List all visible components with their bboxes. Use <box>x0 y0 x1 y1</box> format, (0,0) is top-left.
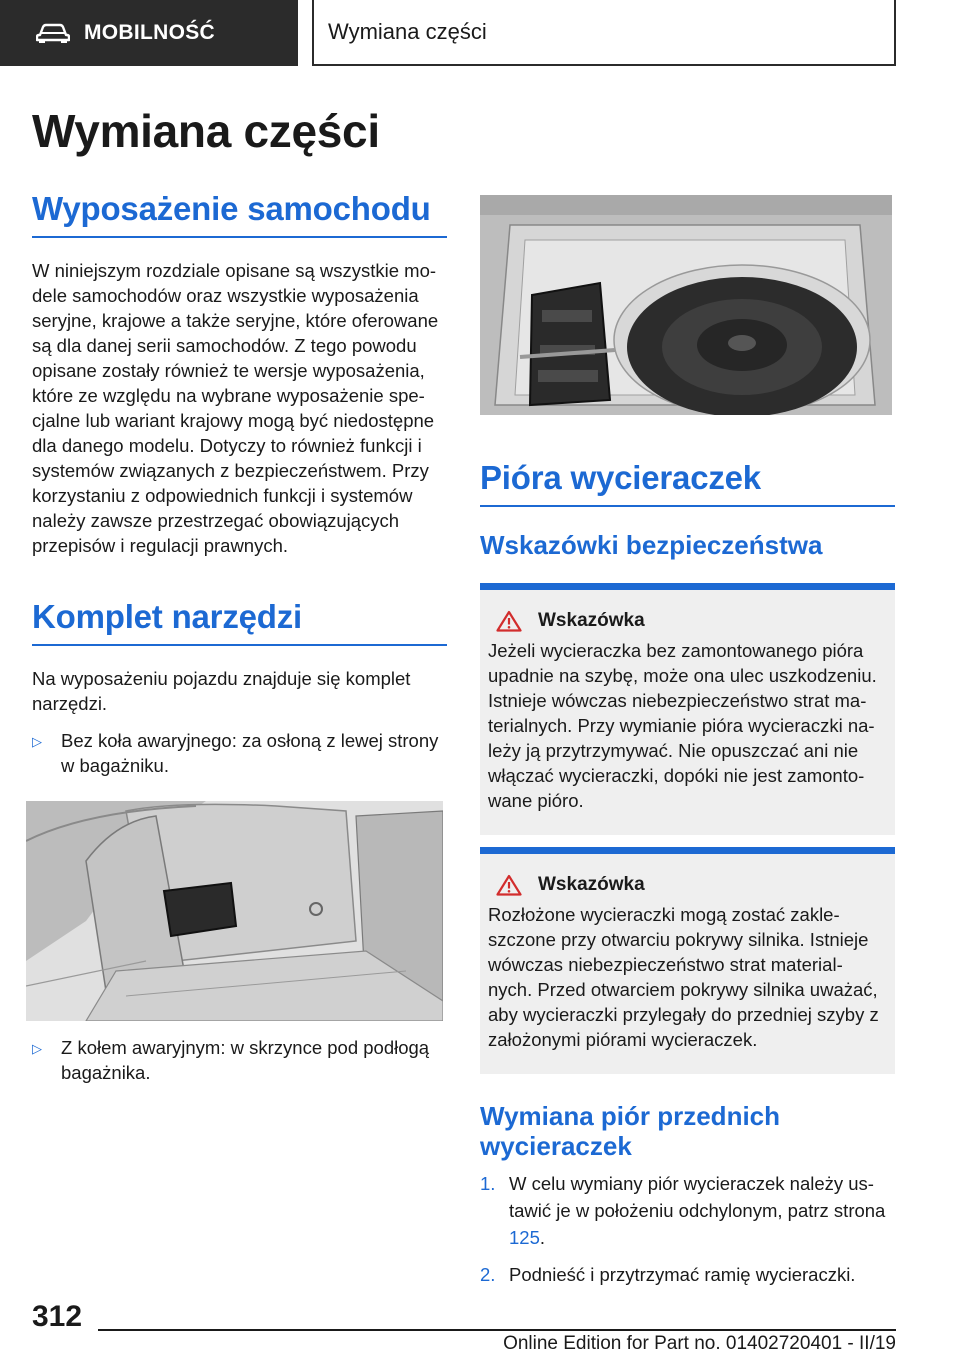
list-item <box>32 728 447 778</box>
car-icon <box>36 22 70 44</box>
bullet-text: Bez koła awaryjnego: za osłoną z lewej strony w bagażniku. <box>61 730 439 776</box>
step-text: Podnieść i przytrzymać ramię wycieraczki. <box>509 1263 856 1285</box>
subsection-title-safety: Wskazówki bezpieczeństwa <box>480 530 823 560</box>
warning-triangle-icon <box>496 610 522 632</box>
warning-text: Rozłożone wycieraczki mogą zostać zakle-szczone przy otwarciu pokrywy silnika. Istnieje wówczas niebezpieczeństwo strat material-nych. Przed otwarciem pokrywy silnika uważać, aby wycieraczki przylegały do przedniej szyby z założonymi piórami wycieraczek. <box>488 903 879 1050</box>
page-title: Wymiana części <box>32 105 380 157</box>
list-item <box>480 1170 895 1251</box>
warning-box <box>480 847 895 1074</box>
step-number: 2. <box>480 1263 496 1285</box>
bullet-text: Z kołem awaryjnym: w skrzynce pod podłogą bagażnika. <box>61 1037 430 1083</box>
step-text: W celu wymiany piór wycieraczek należy us-tawić je w położeniu odchylonym, patrz strona 125. <box>509 1172 886 1248</box>
triangle-bullet-icon: ▷ <box>32 734 42 749</box>
page-number: 312 <box>32 1300 83 1333</box>
triangle-bullet-icon: ▷ <box>32 1041 42 1056</box>
section-title-wipers: Pióra wycieraczek <box>480 459 895 507</box>
warning-label: Wskazówka <box>538 609 645 631</box>
left-column <box>32 190 447 1085</box>
warning-label: Wskazówka <box>538 873 645 895</box>
list-item <box>480 1261 895 1288</box>
step-number: 1. <box>480 1172 496 1194</box>
toolkit-paragraph: Na wyposażeniu pojazdu znajduje się komplet narzędzi. <box>32 668 411 714</box>
trunk-side-panel-photo <box>26 801 443 1021</box>
warning-text: Jeżeli wycieraczka bez zamontowanego pióra upadnie na szybę, może ona ulec uszkodzeniu. Istnieje wówczas niebezpieczeństwo strat ma-terialnych. Przy wymianie pióra wycieraczki na-leży ją przytrzymywać. Nie opuszczać ani nie włączać wycieraczki, dopóki nie jest zamonto-wane pióro. <box>488 639 877 811</box>
edition-text: Online Edition for Part no. 01402720401 - II/19 <box>503 1333 896 1354</box>
warning-box <box>480 583 895 835</box>
right-column <box>480 195 895 1288</box>
list-item <box>32 1035 447 1085</box>
subsection-title-replace-front: Wymiana piór przednich wycieraczek <box>480 1100 781 1161</box>
chapter-tab <box>312 0 896 66</box>
page-reference-link[interactable]: 125 <box>509 1226 540 1248</box>
spare-wheel-compartment-photo <box>480 195 892 415</box>
footer-divider <box>98 1329 896 1331</box>
chapter-label: Wymiana części <box>328 19 487 44</box>
section-title-toolkit: Komplet narzędzi <box>32 598 447 646</box>
section-title-equipment: Wyposażenie samochodu <box>32 190 447 238</box>
section-label: MOBILNOŚĆ <box>84 21 216 44</box>
section-tab <box>0 0 298 66</box>
equipment-paragraph: W niniejszym rozdziale opisane są wszystkie mo-dele samochodów oraz wszystkie wyposażenia seryjne, krajowe a także seryjne, które oferowane są dla danej serii samochodów. Z tego powodu opisane zostały również te wersje wyposażenia, które ze względu na wybrane wyposażenie spe-cjalne lub wariant krajowy mogą być niedostępne dla danego modelu. Dotyczy to również funkcji i systemów związanych z bezpieczeństwem. Przy korzystaniu z odpowiednich funkcji i systemów należy zawsze przestrzegać obowiązujących przepisów i regulacji prawnych. <box>32 260 439 556</box>
warning-triangle-icon <box>496 874 522 896</box>
